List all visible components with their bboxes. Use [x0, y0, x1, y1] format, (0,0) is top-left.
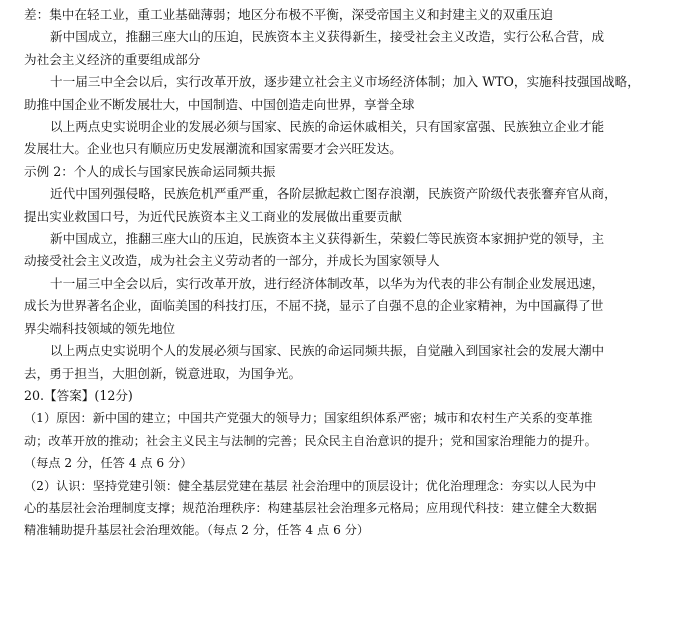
text-line: 十一届三中全会以后，实行改革开放，进行经济体制改革，以华为为代表的非公有制企业发展迅速，	[50, 275, 605, 291]
section-heading: 示例 2：个人的成长与国家民族命运同频共振	[24, 163, 276, 179]
text-line: 动；改革开放的推动；社会主义民主与法制的完善；民众民主自治意识的提升；党和国家治理能力的提升。	[24, 433, 597, 448]
text-line: 心的基层社会治理制度支撑；规范治理秩序：构建基层社会治理多元格局；应用现代科技：建立健全大数据	[24, 500, 597, 515]
text-line: 以上两点史实说明个人的发展必须与国家、民族的命运同频共振，自觉融入到国家社会的发展大潮中	[50, 343, 605, 359]
text-line: 界尖端科技领域的领先地位	[24, 320, 176, 336]
text-line: 动接受社会主义改造，成为社会主义劳动者的一部分，并成长为国家领导人	[24, 253, 440, 269]
text-line: 为社会主义经济的重要组成部分	[24, 51, 201, 67]
text-line: 差：集中在轻工业，重工业基础薄弱；地区分布极不平衡，深受帝国主义和封建主义的双重压迫	[24, 7, 553, 22]
scoring-note: （每点 2 分，任答 4 点 6 分）	[24, 456, 193, 471]
text-line: 提出实业救国口号，为近代民族资本主义工商业的发展做出重要贡献	[24, 208, 402, 224]
text-line: 发展壮大。企业也只有顺应历史发展潮流和国家需要才会兴旺发达。	[24, 141, 402, 157]
text-line: 以上两点史实说明企业的发展必须与国家、民族的命运休戚相关，只有国家富强、民族独立企业才能	[50, 119, 605, 135]
text-line: 近代中国列强侵略，民族危机严重严重，各阶层掀起救亡图存浪潮，民族资产阶级代表张謇弃官从商，	[50, 186, 617, 202]
text-line: 新中国成立，推翻三座大山的压迫，民族资本主义获得新生，荣毅仁等民族资本家拥护党的领导，主	[50, 231, 605, 247]
text-line: 成长为世界著名企业，面临美国的科技打压，不屈不挠，显示了自强不息的企业家精神，为中国赢得了世	[24, 298, 604, 314]
text-line: 新中国成立，推翻三座大山的压迫，民族资本主义获得新生，接受社会主义改造，实行公私合营，成	[50, 29, 605, 45]
answer-heading: 20.【答案】(12分)	[24, 387, 133, 403]
text-line: （2）认识：坚持党建引领：健全基层党建在基层 社会治理中的顶层设计；优化治理理念：夯实以人民为中	[24, 478, 597, 493]
text-line: 去，勇于担当，大胆创新，锐意进取，为国争光。	[24, 365, 302, 381]
text-line: （1）原因：新中国的建立；中国共产党强大的领导力；国家组织体系严密；城市和农村生产关系的变革推	[24, 411, 593, 426]
text-line: 十一届三中全会以后，实行改革开放，逐步建立社会主义市场经济体制；加入 WTO，实施科技强国战略，	[50, 74, 640, 90]
text-line: 精准辅助提升基层社会治理效能。（每点 2 分，任答 4 点 6 分）	[24, 523, 370, 538]
text-line: 助推中国企业不断发展壮大，中国制造、中国创造走向世界，享誉全球	[24, 96, 415, 112]
